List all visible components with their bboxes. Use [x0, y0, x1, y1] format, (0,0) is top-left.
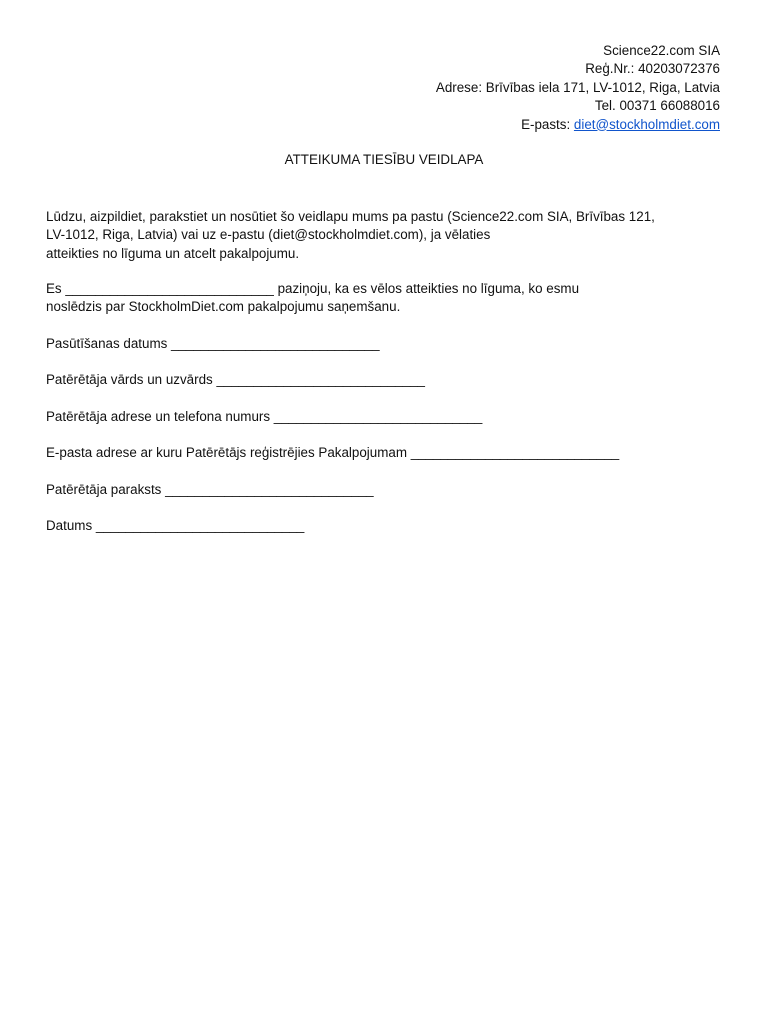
- intro-line-2: LV-1012, Riga, Latvia) vai uz e-pastu (diet@stockholmdiet.com), ja vēlaties: [46, 227, 491, 243]
- email-label: E-pasts:: [521, 116, 574, 132]
- intro-line-3: atteikties no līguma un atcelt pakalpojumu.: [46, 245, 300, 261]
- statement-line-1: Es ____________________________ paziņoju, ka es vēlos atteikties no līguma, ko esmu: [46, 281, 580, 296]
- company-phone: Tel. 00371 66088016: [594, 98, 720, 114]
- order-date-field: Pasūtīšanas datums ____________________________: [46, 336, 380, 351]
- intro-line-1: Lūdzu, aizpildiet, parakstiet un nosūtiet šo veidlapu mums pa pastu (Science22.com SIA, Brīvības 121,: [46, 209, 655, 224]
- intro-paragraph: [46, 208, 726, 263]
- registered-email-field: E-pasta adrese ar kuru Patērētājs reģistrējies Pakalpojumam ____________________________: [46, 445, 620, 460]
- consumer-name-field: Patērētāja vārds un uzvārds ____________________________: [46, 372, 425, 387]
- company-address: Adrese: Brīvības iela 171, LV-1012, Riga, Latvia: [435, 79, 720, 95]
- registration-number: Reģ.Nr.: 40203072376: [585, 61, 720, 77]
- consumer-address-field: Patērētāja adrese un telefona numurs ____________________________: [46, 409, 483, 424]
- company-email: [436, 116, 720, 134]
- statement-line-2: noslēdzis par StockholmDiet.com pakalpojumu saņemšanu.: [46, 299, 401, 315]
- company-header: [436, 42, 720, 134]
- statement-paragraph: [46, 280, 726, 317]
- date-field: Datums ____________________________: [46, 518, 305, 533]
- signature-field: Patērētāja paraksts ____________________________: [46, 482, 374, 497]
- company-name: Science22.com SIA: [603, 43, 720, 58]
- email-link[interactable]: diet@stockholmdiet.com: [573, 116, 720, 132]
- document-title: ATTEIKUMA TIESĪBU VEIDLAPA: [284, 152, 484, 167]
